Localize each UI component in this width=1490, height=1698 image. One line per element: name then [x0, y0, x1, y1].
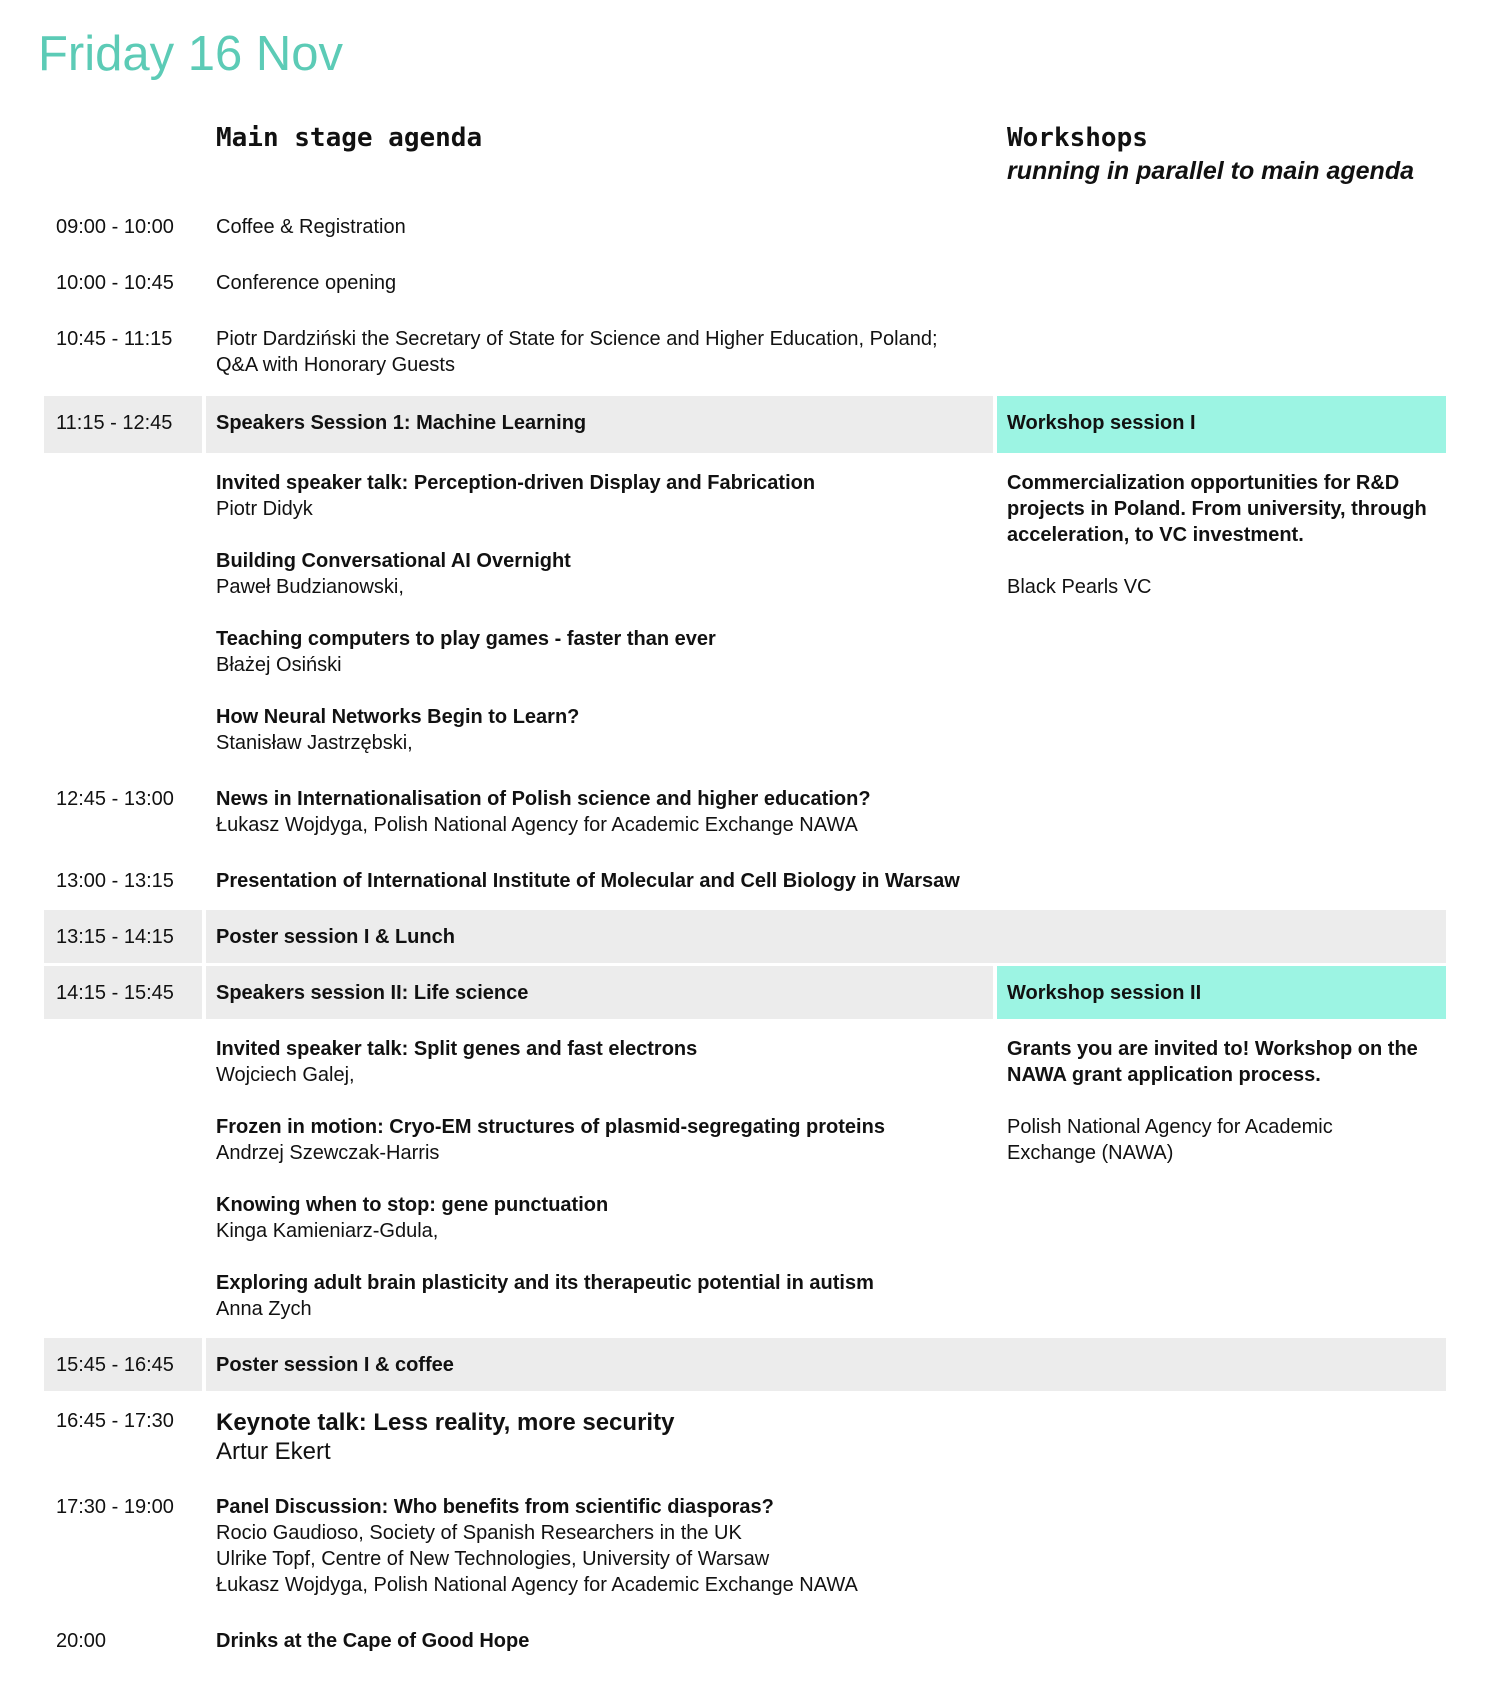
- session-title: Speakers session II: Life science: [216, 982, 529, 1004]
- row-time: 13:00 - 13:15: [56, 870, 174, 892]
- row-speaker: Łukasz Wojdyga, Polish National Agency for Academic Exchange NAWA: [216, 814, 858, 836]
- row-time: 10:00 - 10:45: [56, 272, 174, 294]
- row-time: 15:45 - 16:45: [56, 1354, 174, 1376]
- workshops-subheader: running in parallel to main agenda: [1007, 157, 1414, 185]
- talk-speaker: Anna Zych: [216, 1298, 312, 1320]
- talk-title: Frozen in motion: Cryo-EM structures of plasmid-segregating proteins: [216, 1116, 885, 1138]
- row-time: 13:15 - 14:15: [56, 926, 174, 948]
- talk-speaker: Stanisław Jastrzębski,: [216, 732, 413, 754]
- row-time: 11:15 - 12:45: [56, 412, 173, 434]
- row-time: 14:15 - 15:45: [56, 982, 174, 1004]
- workshop-title: Workshop session II: [1007, 982, 1202, 1004]
- row-time: 16:45 - 17:30: [56, 1410, 174, 1432]
- talk-title: Invited speaker talk: Perception-driven Display and Fabrication: [216, 472, 816, 494]
- row-time: 10:45 - 11:15: [56, 328, 173, 350]
- row-time: 09:00 - 10:00: [56, 216, 174, 238]
- talk-title: Invited speaker talk: Split genes and fast electrons: [216, 1038, 698, 1060]
- panelist: Ulrike Topf, Centre of New Technologies, University of Warsaw: [216, 1548, 770, 1570]
- talk-title: Teaching computers to play games - faster than ever: [216, 628, 716, 650]
- row-time: 17:30 - 19:00: [56, 1496, 174, 1518]
- row-title: Coffee & Registration: [216, 216, 406, 238]
- session-title: Speakers Session 1: Machine Learning: [216, 412, 587, 434]
- keynote-speaker: Artur Ekert: [216, 1438, 331, 1465]
- workshop-title: Workshop session I: [1007, 412, 1196, 434]
- row-title: Panel Discussion: Who benefits from scientific diasporas?: [216, 1496, 774, 1518]
- panelist: Łukasz Wojdyga, Polish National Agency for Academic Exchange NAWA: [216, 1574, 858, 1596]
- talk-speaker: Wojciech Galej,: [216, 1064, 355, 1086]
- workshops-header: Workshops: [1007, 123, 1148, 153]
- row-title: Conference opening: [216, 272, 397, 294]
- page-title: Friday 16 Nov: [38, 27, 344, 81]
- workshop-org: Polish National Agency for Academic: [1007, 1116, 1333, 1138]
- talk-title: Building Conversational AI Overnight: [216, 550, 571, 572]
- workshop-org: Exchange (NAWA): [1007, 1142, 1174, 1164]
- main-stage-header: Main stage agenda: [216, 123, 483, 153]
- panelist: Rocio Gaudioso, Society of Spanish Researchers in the UK: [216, 1522, 742, 1544]
- row-title: Drinks at the Cape of Good Hope: [216, 1630, 530, 1652]
- workshop-org: Black Pearls VC: [1007, 576, 1152, 598]
- workshop-desc: projects in Poland. From university, through: [1007, 498, 1427, 520]
- talk-title: Knowing when to stop: gene punctuation: [216, 1194, 609, 1216]
- session-title: Poster session I & Lunch: [216, 926, 455, 948]
- row-title: Piotr Dardziński the Secretary of State for Science and Higher Education, Poland;: [216, 328, 938, 350]
- row-time: 20:00: [56, 1630, 107, 1652]
- talk-title: How Neural Networks Begin to Learn?: [216, 706, 580, 728]
- talk-speaker: Błażej Osiński: [216, 654, 342, 676]
- talk-title: Exploring adult brain plasticity and its therapeutic potential in autism: [216, 1272, 874, 1294]
- talk-speaker: Piotr Didyk: [216, 498, 313, 520]
- row-title: News in Internationalisation of Polish science and higher education?: [216, 788, 871, 810]
- row-title-line2: Q&A with Honorary Guests: [216, 354, 455, 376]
- row-time: 12:45 - 13:00: [56, 788, 174, 810]
- workshop-desc: Grants you are invited to! Workshop on the: [1007, 1038, 1418, 1060]
- workshop-desc: Commercialization opportunities for R&D: [1007, 472, 1400, 494]
- talk-speaker: Paweł Budzianowski,: [216, 576, 404, 598]
- talk-speaker: Andrzej Szewczak-Harris: [216, 1142, 440, 1164]
- keynote-title: Keynote talk: Less reality, more security: [216, 1409, 675, 1436]
- workshop-desc: acceleration, to VC investment.: [1007, 524, 1304, 546]
- workshop-desc: NAWA grant application process.: [1007, 1064, 1321, 1086]
- session-title: Poster session I & coffee: [216, 1354, 454, 1376]
- talk-speaker: Kinga Kamieniarz-Gdula,: [216, 1220, 439, 1242]
- row-title: Presentation of International Institute of Molecular and Cell Biology in Warsaw: [216, 870, 960, 892]
